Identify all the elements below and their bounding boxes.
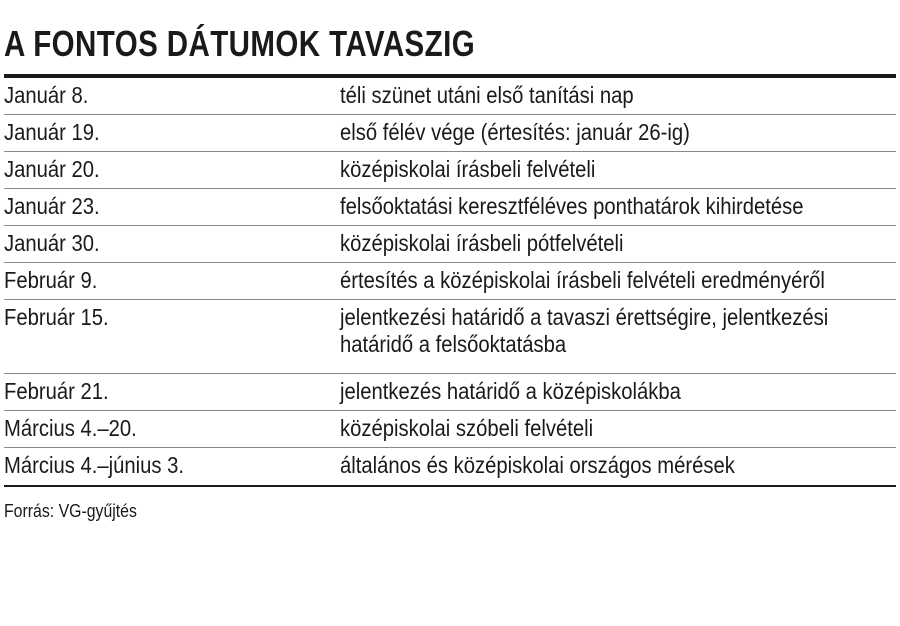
row-date: Február 21. [4, 378, 109, 404]
row-event [340, 304, 829, 373]
table-row [4, 78, 896, 115]
row-date: Január 30. [4, 230, 100, 256]
table-row [4, 152, 896, 189]
row-event: jelentkezés határidő a középiskolákba [340, 378, 681, 404]
row-event: téli szünet utáni első tanítási nap [340, 82, 634, 108]
row-date: Január 20. [4, 156, 100, 182]
row-event: általános és középiskolai országos mérések [340, 452, 735, 478]
table-row [4, 300, 896, 374]
row-event: középiskolai írásbeli felvételi [340, 156, 596, 182]
table-title: A FONTOS DÁTUMOK TAVASZIG [4, 23, 476, 64]
row-event: középiskolai szóbeli felvételi [340, 415, 594, 441]
dates-table [4, 74, 896, 485]
source-note: Forrás: VG-gyűjtés [4, 501, 137, 521]
table-row [4, 374, 896, 411]
row-date: Január 19. [4, 119, 100, 145]
row-event: értesítés a középiskolai írásbeli felvételi eredményéről [340, 267, 825, 293]
row-event: felsőoktatási keresztféléves ponthatárok kihirdetése [340, 193, 804, 219]
row-date: Február 9. [4, 267, 98, 293]
row-date: Március 4.–június 3. [4, 452, 185, 478]
row-event: középiskolai írásbeli pótfelvételi [340, 230, 624, 256]
table-row [4, 411, 896, 448]
row-date: Március 4.–20. [4, 415, 137, 441]
table-row [4, 448, 896, 485]
row-date: Január 8. [4, 82, 89, 108]
table-row [4, 263, 896, 300]
row-date: Január 23. [4, 193, 100, 219]
table-row [4, 115, 896, 152]
row-event-line: jelentkezési határidő a tavaszi érettségire, jelentkezési [340, 304, 829, 330]
table-row [4, 189, 896, 226]
row-date: Február 15. [4, 304, 109, 330]
row-event-line: határidő a felsőoktatásba [340, 331, 567, 357]
table-row [4, 226, 896, 263]
bottom-rule [4, 485, 896, 487]
row-event: első félév vége (értesítés: január 26-ig) [340, 119, 690, 145]
